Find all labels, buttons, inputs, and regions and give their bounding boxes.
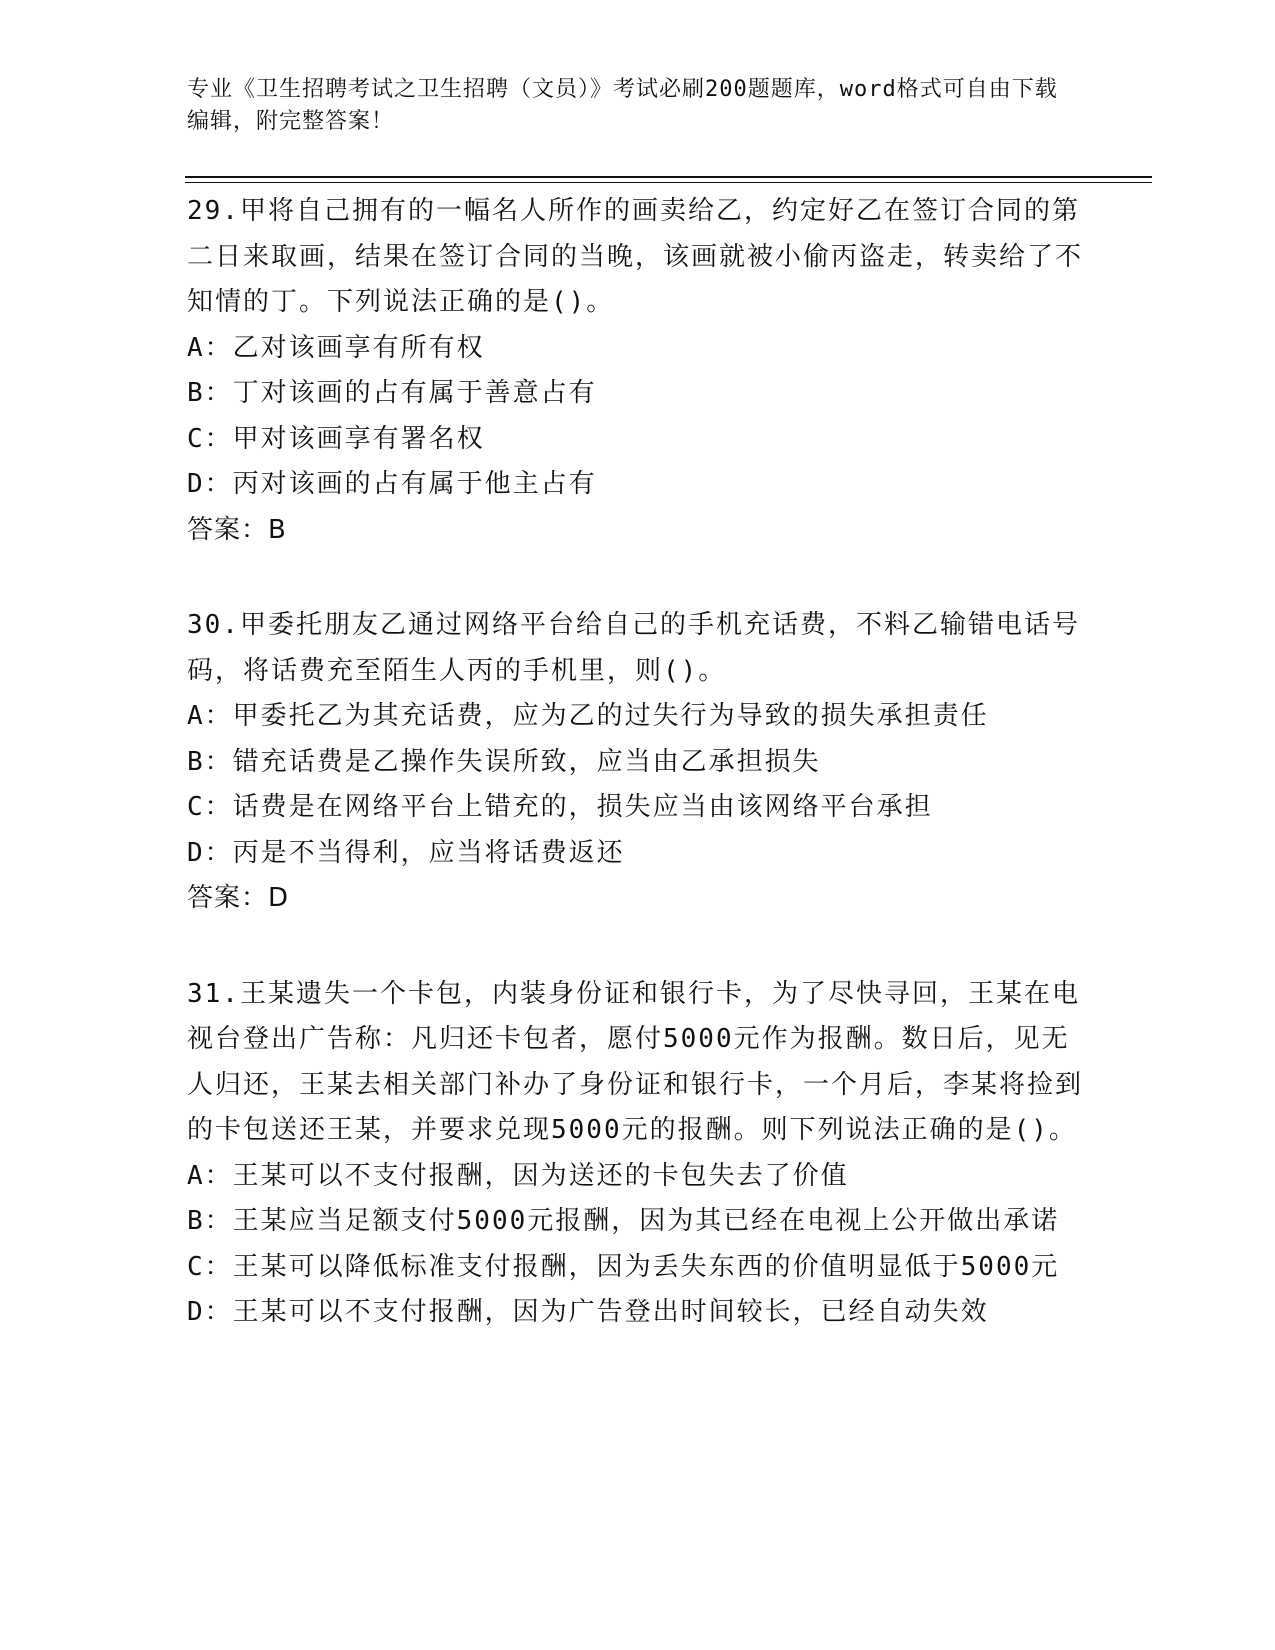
answer: 答案：B [187, 514, 287, 545]
document-header: 专业《卫生招聘考试之卫生招聘（文员）》考试必刷200题题库，word格式可自由下载编辑，附完整答案！ [187, 77, 1058, 134]
option-b: B：错充话费是乙操作失误所致，应当由乙承担损失 [187, 746, 821, 777]
answer: 答案：D [187, 883, 290, 913]
question-list [187, 189, 1087, 1386]
header-divider-thin [185, 182, 1152, 183]
option-c: C：甲对该画享有署名权 [187, 423, 485, 454]
question-stem: 31.王某遗失一个卡包，内装身份证和银行卡，为了尽快寻回，王某在电视台登出广告称：凡归还卡包者，愿付5000元作为报酬。数日后，见无人归还，王某去相关部门补办了身份证和银行卡，一个月后，李某将捡到的卡包送还王某，并要求兑现5000元的报酬。则下列说法正确的是()。 [187, 978, 1084, 1145]
option-d: D：丙是不当得利，应当将话费返还 [187, 837, 625, 868]
option-b: B：王某应当足额支付5000元报酬，因为其已经在电视上公开做出承诺 [187, 1206, 1060, 1236]
option-d: D：丙对该画的占有属于他主占有 [187, 469, 597, 499]
question-stem: 29.甲将自己拥有的一幅名人所作的画卖给乙，约定好乙在签订合同的第二日来取画，结果在签订合同的当晚，该画就被小偷丙盗走，转卖给了不知情的丁。下列说法正确的是()。 [187, 196, 1084, 317]
question-stem: 30.甲委托朋友乙通过网络平台给自己的手机充话费，不料乙输错电话号码，将话费充至陌生人丙的手机里，则()。 [187, 610, 1080, 686]
question-29 [187, 189, 1087, 553]
option-a: A：王某可以不支付报酬，因为送还的卡包失去了价值 [187, 1160, 849, 1191]
option-a: A：乙对该画享有所有权 [187, 332, 485, 363]
option-b: B：丁对该画的占有属于善意占有 [187, 378, 597, 408]
question-31 [187, 972, 1087, 1336]
option-c: C：王某可以降低标准支付报酬，因为丢失东西的价值明显低于5000元 [187, 1251, 1060, 1282]
option-c: C：话费是在网络平台上错充的，损失应当由该网络平台承担 [187, 792, 933, 822]
header-divider-thick [185, 176, 1152, 178]
option-a: A：甲委托乙为其充话费，应为乙的过失行为导致的损失承担责任 [187, 701, 989, 731]
option-d: D：王某可以不支付报酬，因为广告登出时间较长，已经自动失效 [187, 1297, 989, 1327]
question-30 [187, 603, 1087, 922]
